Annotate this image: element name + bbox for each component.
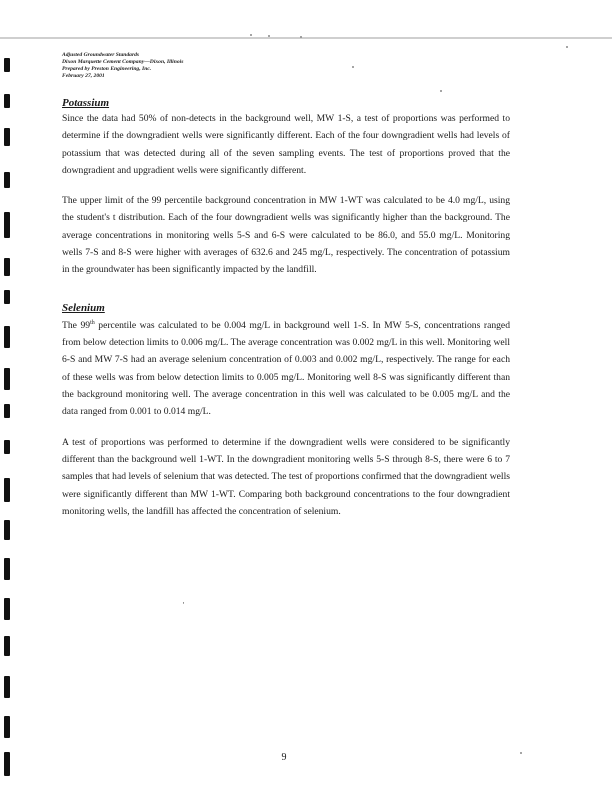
binder-mark — [4, 716, 10, 738]
document-body — [62, 97, 510, 533]
binder-mark — [4, 326, 10, 348]
scan-edge-line — [0, 37, 612, 39]
page-number: 9 — [281, 752, 287, 763]
binder-mark — [4, 636, 10, 656]
binder-mark — [4, 404, 10, 418]
selenium-p1-body: percentile was calculated to be 0.004 mg/L in background well 1-S. In MW 5-S, concentrations ranged from below detection limits to 0.006 mg/L. The average concentration was 0.002 mg/L in this well. Monitoring well 6-S and MW 7-S had an average selenium concentration of 0.003 and 0.002 mg/L, respectively. The range for each of these wells was from below detection limits to 0.005 mg/L. Monitoring well 8-S was significantly different than the background monitoring well. The average concentration in this well was calculated to be 0.005 mg/L and the data ranged from 0.001 to 0.014 mg/L. — [62, 319, 510, 418]
binder-mark — [4, 212, 10, 238]
header-client: Dixon Marquette Cement Company—Dixon, Illinois — [62, 59, 184, 65]
binder-mark — [4, 440, 10, 454]
header-date: February 27, 2001 — [62, 73, 105, 79]
binder-mark — [4, 368, 10, 390]
binder-mark — [4, 478, 10, 502]
binder-mark — [4, 752, 10, 776]
selenium-p1-lead: The 99 — [62, 319, 91, 331]
header-preparer: Prepared by Preston Engineering, Inc. — [62, 66, 152, 72]
potassium-paragraph-2: The upper limit of the 99 percentile background concentration in MW 1-WT was calculated to be 4.0 mg/L, using the student's t distribution. Each of the four downgradient wells was significantly higher than the background. The average concentrations in monitoring wells 5-S and 6-S were calculated to be 86.0, and 55.0 mg/L. Monitoring wells 7-S and 8-S were higher with averages of 632.6 and 245 mg/L, respectively. The concentration of potassium in the groundwater has been significantly impacted by the landfill. — [62, 195, 510, 276]
selenium-paragraph-1 — [62, 315, 510, 421]
binder-mark — [4, 520, 10, 540]
binder-mark — [4, 676, 10, 698]
binder-mark — [4, 58, 10, 72]
binder-mark — [4, 290, 10, 304]
scan-speck-mark: · — [182, 598, 185, 608]
binder-mark — [4, 558, 10, 580]
binder-mark — [4, 258, 10, 276]
binder-mark — [4, 172, 10, 188]
potassium-paragraph-1: Since the data had 50% of non-detects in the background well, MW 1-S, a test of proportions was performed to determine if the downgradient wells were significantly different. Each of the four downgradient wells had levels of potassium that was detected during all of the seven sampling events. The test of proportions proved that the downgradient and upgradient wells were significantly different. — [62, 113, 510, 176]
binder-mark — [4, 94, 10, 108]
document-header — [62, 52, 362, 80]
potassium-heading: Potassium — [62, 97, 110, 109]
binder-mark — [4, 128, 10, 146]
selenium-heading: Selenium — [62, 301, 105, 314]
selenium-p1-superscript: th — [90, 319, 95, 326]
selenium-paragraph-2: A test of proportions was performed to determine if the downgradient wells were considered to be significantly different than the background well 1-WT. In the downgradient monitoring wells 5-S through 8-S, there were 6 to 7 samples that had levels of selenium that was detected. The test of proportions confirmed that the downgradient wells were significantly different than MW 1-WT. Comparing both background concentrations to the four downgradient monitoring wells, the landfill has affected the concentration of selenium. — [62, 436, 510, 517]
header-title: Adjusted Groundwater Standards — [62, 52, 140, 58]
binder-mark — [4, 598, 10, 620]
